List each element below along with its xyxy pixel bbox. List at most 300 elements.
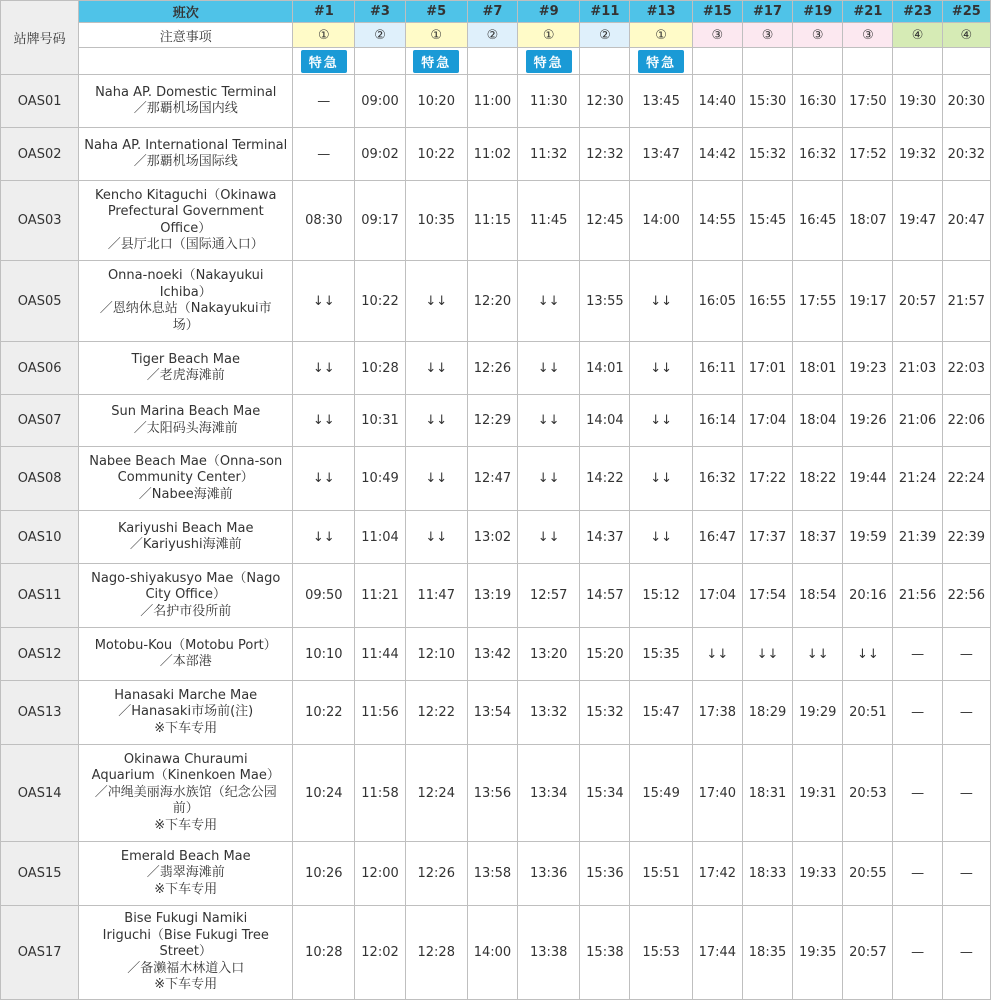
stop-name [79,628,293,681]
stop-name-line: ／县厅北口（国际通入口） [107,237,264,252]
stop-row [1,628,991,681]
stop-name [79,75,293,128]
departure-time: — [293,128,355,181]
departure-time: 10:26 [293,842,355,906]
departure-time: ↓↓ [793,628,843,681]
departure-time: 22:24 [942,447,990,511]
departure-time: 21:57 [942,261,990,342]
stop-row [1,745,991,842]
stop-name-line: ／恩纳休息站（Nakayukui市 [99,301,272,316]
trip-number: #23 [893,1,942,23]
stop-name-line: Office） [160,220,212,236]
notes-row [1,23,991,48]
express-row-spacer [79,48,293,75]
departure-time: 12:29 [467,395,517,447]
departure-time: 12:26 [405,842,467,906]
stop-id: OAS01 [1,75,79,128]
departure-time: 17:22 [742,447,792,511]
departure-time: 18:01 [793,342,843,395]
departure-time: 19:31 [793,745,843,842]
departure-time: ↓↓ [293,511,355,564]
trip-note: ② [467,23,517,48]
trip-number: #7 [467,1,517,23]
departure-time: 20:57 [843,906,893,1000]
departure-time: ↓↓ [692,628,742,681]
departure-time: 09:50 [293,564,355,628]
stop-name-line: ／太阳码头海滩前 [133,420,238,436]
departure-time: 16:30 [793,75,843,128]
trip-number: #17 [742,1,792,23]
departure-time: 13:56 [467,745,517,842]
departure-time: ↓↓ [630,447,692,511]
departure-time: 20:53 [843,745,893,842]
departure-time: 11:32 [518,128,580,181]
express-badge: 特急 [413,50,459,73]
trip-number: #21 [843,1,893,23]
stop-id: OAS11 [1,564,79,628]
departure-time: ↓↓ [293,447,355,511]
departure-time: 19:32 [893,128,942,181]
trip-note: ③ [692,23,742,48]
departure-time: 13:42 [467,628,517,681]
stop-name-line: ※下车专用 [154,977,218,993]
departure-time: 22:06 [942,395,990,447]
trip-note: ① [405,23,467,48]
stop-name-line: ／本部港 [159,654,212,669]
express-cell [742,48,792,75]
departure-time: — [893,745,942,842]
stop-name-line: Bise Fukugi Namiki [124,911,248,927]
departure-time: 19:26 [843,395,893,447]
departure-time: 15:53 [630,906,692,1000]
stop-name-line: Prefectural Government [107,204,264,219]
stop-row [1,181,991,261]
departure-time: 10:10 [293,628,355,681]
stop-id: OAS15 [1,842,79,906]
departure-time: 15:20 [580,628,630,681]
departure-time: 20:55 [843,842,893,906]
stop-name-line: ／Nabee海滩前 [138,486,233,502]
express-cell [843,48,893,75]
departure-time: 17:50 [843,75,893,128]
stop-name [79,906,293,1000]
stop-name-line: Naha AP. Domestic Terminal [95,84,277,100]
departure-time: ↓↓ [518,395,580,447]
stop-name-line: City Office） [145,587,227,603]
departure-time: — [942,681,990,745]
departure-time: 10:20 [405,75,467,128]
stop-name [79,395,293,447]
departure-time: ↓↓ [405,261,467,342]
departure-time: 13:55 [580,261,630,342]
stop-name-line: 场） [172,317,199,333]
departure-time: 14:00 [630,181,692,261]
departure-time: 09:00 [355,75,405,128]
trip-note: ③ [843,23,893,48]
departure-time: 18:33 [742,842,792,906]
departure-time: 16:45 [793,181,843,261]
trip-note: ② [580,23,630,48]
trip-note: ④ [942,23,990,48]
stop-id: OAS02 [1,128,79,181]
departure-time: 18:22 [793,447,843,511]
stop-name-line: Nago-shiyakusyo Mae（Nago [91,570,281,586]
departure-time: 12:57 [518,564,580,628]
trip-number: #5 [405,1,467,23]
departure-time: 13:19 [467,564,517,628]
departure-time: 12:00 [355,842,405,906]
trip-note: ① [630,23,692,48]
departure-time: 12:32 [580,128,630,181]
departure-time: ↓↓ [405,511,467,564]
departure-time: ↓↓ [518,261,580,342]
departure-time: 16:14 [692,395,742,447]
departure-time: 19:30 [893,75,942,128]
stop-name [79,745,293,842]
departure-time: 18:04 [793,395,843,447]
departure-time: 19:44 [843,447,893,511]
departure-time: 17:04 [742,395,792,447]
departure-time: 09:17 [355,181,405,261]
departure-time: 14:01 [580,342,630,395]
stop-name-line: Ichiba） [159,284,212,300]
departure-time: 11:30 [518,75,580,128]
departure-time: 19:33 [793,842,843,906]
stop-name [79,564,293,628]
departure-time: — [893,906,942,1000]
stop-name-line: ／备濑福木林道入口 [127,960,245,976]
departure-time: 16:05 [692,261,742,342]
departure-time: 10:35 [405,181,467,261]
departure-time: 15:35 [630,628,692,681]
trip-note: ① [518,23,580,48]
departure-time: 15:45 [742,181,792,261]
departure-time: 09:02 [355,128,405,181]
departure-time: 14:55 [692,181,742,261]
trip-note: ④ [893,23,942,48]
departure-time: 19:35 [793,906,843,1000]
departure-time: ↓↓ [518,447,580,511]
departure-time: ↓↓ [630,261,692,342]
departure-time: 12:28 [405,906,467,1000]
departure-time: 15:30 [742,75,792,128]
departure-time: 14:37 [580,511,630,564]
departure-time: 12:30 [580,75,630,128]
stop-name [79,681,293,745]
departure-time: ↓↓ [293,261,355,342]
departure-time: 15:51 [630,842,692,906]
stop-name-line: ／冲绳美丽海水族馆（纪念公园 [94,784,277,800]
departure-time: — [893,681,942,745]
departure-time: 22:03 [942,342,990,395]
stop-name [79,842,293,906]
departure-time: 17:38 [692,681,742,745]
express-cell [630,48,692,75]
departure-time: ↓↓ [293,395,355,447]
departure-time: 15:32 [742,128,792,181]
departure-time: ↓↓ [405,342,467,395]
express-cell [793,48,843,75]
departure-time: 18:37 [793,511,843,564]
departure-time: 17:55 [793,261,843,342]
departure-time: 20:30 [942,75,990,128]
departure-time: 10:22 [405,128,467,181]
departure-time: 21:56 [893,564,942,628]
express-badge: 特急 [526,50,572,73]
departure-time: — [942,906,990,1000]
departure-time: 15:38 [580,906,630,1000]
stop-name-line: Iriguchi（Bise Fukugi Tree [102,927,269,943]
stop-row [1,447,991,511]
stop-name-line: ／Hanasaki市场前(注) [118,704,254,720]
stop-name-line: Okinawa Churaumi [123,751,248,767]
express-cell [467,48,517,75]
stop-name-line: ／Kariyushi海滩前 [129,537,242,552]
departure-time: 21:06 [893,395,942,447]
stop-row [1,906,991,1000]
departure-time: 17:44 [692,906,742,1000]
departure-time: 10:49 [355,447,405,511]
trip-number: #1 [293,1,355,23]
departure-time: 20:16 [843,564,893,628]
stop-id: OAS05 [1,261,79,342]
trip-number: #13 [630,1,692,23]
departure-time: 17:01 [742,342,792,395]
trip-header-label: 班次 [79,1,293,23]
departure-time: 16:47 [692,511,742,564]
departure-time: 10:24 [293,745,355,842]
express-row [1,48,991,75]
departure-time: — [893,842,942,906]
stop-name-line: ※下车专用 [154,817,218,833]
departure-time: 13:58 [467,842,517,906]
stop-name-line: Nabee Beach Mae（Onna-son [89,453,283,469]
trip-number: #25 [942,1,990,23]
departure-time: 14:22 [580,447,630,511]
departure-time: 12:10 [405,628,467,681]
departure-time: 21:24 [893,447,942,511]
stop-name-line: Naha AP. International Terminal [84,137,288,153]
stop-name-line: Tiger Beach Mae [131,351,240,367]
stop-name-line: Emerald Beach Mae [120,848,251,864]
stop-name-line: ／翡翠海滩前 [146,865,225,881]
stop-row [1,681,991,745]
departure-time: 11:02 [467,128,517,181]
departure-time: 14:04 [580,395,630,447]
departure-time: 19:47 [893,181,942,261]
stop-id: OAS14 [1,745,79,842]
departure-time: 18:54 [793,564,843,628]
express-badge: 特急 [301,50,347,73]
departure-time: 16:32 [692,447,742,511]
stop-id: OAS03 [1,181,79,261]
departure-time: 17:37 [742,511,792,564]
express-cell [692,48,742,75]
departure-time: 11:04 [355,511,405,564]
stop-name-line: ※下车专用 [154,720,218,736]
departure-time: 11:45 [518,181,580,261]
departure-time: 11:47 [405,564,467,628]
departure-time: 12:26 [467,342,517,395]
departure-time: 12:02 [355,906,405,1000]
stop-name [79,447,293,511]
trip-note: ① [293,23,355,48]
departure-time: 13:34 [518,745,580,842]
trip-number: #9 [518,1,580,23]
departure-time: 11:56 [355,681,405,745]
departure-time: 17:04 [692,564,742,628]
departure-time: 11:21 [355,564,405,628]
express-cell [355,48,405,75]
departure-time: ↓↓ [405,395,467,447]
departure-time: 12:24 [405,745,467,842]
departure-time: 15:12 [630,564,692,628]
stop-id: OAS06 [1,342,79,395]
departure-time: 14:40 [692,75,742,128]
departure-time: ↓↓ [518,511,580,564]
departure-time: ↓↓ [518,342,580,395]
stop-name-line: Community Center） [117,470,254,486]
express-cell [893,48,942,75]
stop-name-line: ※下车专用 [154,881,218,897]
stop-name [79,511,293,564]
departure-time: 13:36 [518,842,580,906]
stop-rows [1,75,991,1000]
trip-note: ③ [793,23,843,48]
trip-note: ③ [742,23,792,48]
departure-time: 10:28 [355,342,405,395]
stop-row [1,128,991,181]
departure-time: — [942,842,990,906]
departure-time: 18:29 [742,681,792,745]
departure-time: 10:31 [355,395,405,447]
departure-time: 19:17 [843,261,893,342]
departure-time: ↓↓ [405,447,467,511]
express-cell [580,48,630,75]
express-badge: 特急 [638,50,684,73]
departure-time: 14:57 [580,564,630,628]
departure-time: 13:54 [467,681,517,745]
stop-name-line: ／那覇机场国际线 [133,154,238,169]
stop-id-header: 站牌号码 [1,1,79,75]
stop-row [1,842,991,906]
departure-time: 20:47 [942,181,990,261]
departure-time: ↓↓ [630,395,692,447]
departure-time: 13:02 [467,511,517,564]
departure-time: 18:07 [843,181,893,261]
departure-time: 11:00 [467,75,517,128]
departure-time: 11:44 [355,628,405,681]
stop-name-line: Sun Marina Beach Mae [111,404,261,419]
stop-row [1,564,991,628]
departure-time: 13:32 [518,681,580,745]
departure-time: 17:54 [742,564,792,628]
departure-time: 14:42 [692,128,742,181]
stop-name-line: Aquarium（Kinenkoen Mae） [91,768,280,784]
departure-time: 19:59 [843,511,893,564]
stop-row [1,75,991,128]
departure-time: 15:36 [580,842,630,906]
departure-time: 17:40 [692,745,742,842]
notes-header: 注意事项 [79,23,293,48]
stop-id: OAS17 [1,906,79,1000]
stop-name-line: Hanasaki Marche Mae [114,687,258,703]
stop-id: OAS07 [1,395,79,447]
departure-time: 15:34 [580,745,630,842]
departure-time: 21:39 [893,511,942,564]
departure-time: 15:32 [580,681,630,745]
stop-name [79,128,293,181]
departure-time: 10:22 [293,681,355,745]
departure-time: 10:28 [293,906,355,1000]
departure-time: 10:22 [355,261,405,342]
stop-name-line: Motobu-Kou（Motobu Port） [94,637,277,653]
departure-time: — [942,745,990,842]
departure-time: — [893,628,942,681]
departure-time: 15:49 [630,745,692,842]
departure-time: 22:56 [942,564,990,628]
stop-name [79,261,293,342]
departure-time: 12:22 [405,681,467,745]
stop-name [79,181,293,261]
stop-name [79,342,293,395]
departure-time: 11:58 [355,745,405,842]
departure-time: 16:11 [692,342,742,395]
departure-time: 08:30 [293,181,355,261]
trip-number: #11 [580,1,630,23]
departure-time: 22:39 [942,511,990,564]
departure-time: ↓↓ [630,511,692,564]
express-cell [405,48,467,75]
stop-row [1,261,991,342]
trip-number: #15 [692,1,742,23]
departure-time: 11:15 [467,181,517,261]
stop-name-line: 前） [172,801,199,817]
express-cell [942,48,990,75]
departure-time: 15:47 [630,681,692,745]
departure-time: 20:51 [843,681,893,745]
stop-row [1,511,991,564]
stop-name-line: Kencho Kitaguchi（Okinawa [95,187,277,203]
stop-name-line: Kariyushi Beach Mae [117,520,254,536]
departure-time: 16:55 [742,261,792,342]
departure-time: 16:32 [793,128,843,181]
departure-time: 14:00 [467,906,517,1000]
stop-name-line: ／那覇机场国内线 [133,101,238,116]
departure-time: 12:45 [580,181,630,261]
stop-id: OAS10 [1,511,79,564]
departure-time: 17:52 [843,128,893,181]
stop-name-line: ／老虎海滩前 [146,368,225,383]
stop-name-line: ／名护市役所前 [140,603,232,619]
departure-time: 20:57 [893,261,942,342]
trip-note: ② [355,23,405,48]
stop-id: OAS12 [1,628,79,681]
stop-name-line: Onna-noeki（Nakayukui [107,268,264,283]
departure-time: — [942,628,990,681]
stop-id: OAS08 [1,447,79,511]
departure-time: 19:29 [793,681,843,745]
departure-time: 21:03 [893,342,942,395]
departure-time: 13:20 [518,628,580,681]
departure-time: 19:23 [843,342,893,395]
stop-id: OAS13 [1,681,79,745]
departure-time: ↓↓ [293,342,355,395]
stop-name-line: Street） [159,944,212,960]
departure-time: ↓↓ [843,628,893,681]
departure-time: 20:32 [942,128,990,181]
stop-row [1,342,991,395]
